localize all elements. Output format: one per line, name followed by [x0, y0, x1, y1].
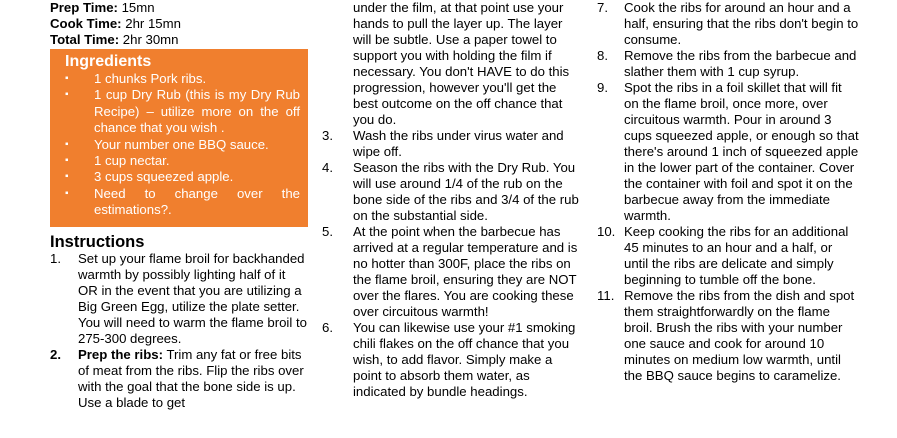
step-7: [597, 0, 859, 48]
step-text: Set up your flame broil for backhanded warmth by possibly lighting half of it OR in the event that you are utilizing a Big Green Egg, utilize the plate setter. You will need to warm the flame broil to 275-300 degrees.: [78, 250, 307, 346]
instructions-title: Instructions: [50, 232, 145, 251]
step-number: 2.: [50, 346, 61, 362]
ingredient-item: [58, 153, 300, 169]
step-text: You can likewise use your #1 smoking chili flakes on the off chance that you wish, to add flavor. Simply make a point to absorb them water, as indicated by bundle headings.: [353, 320, 576, 399]
total-time-label: Total Time:: [50, 32, 120, 47]
step-10: [597, 224, 859, 288]
step-3: [322, 128, 580, 160]
instructions-list: [50, 251, 308, 411]
step-text: Trim any fat or free bits of meat from the ribs. Flip the ribs over with the goal that the bone side is up. Use a blade to get: [78, 346, 304, 410]
ingredient-text: 3 cups squeezed apple.: [94, 169, 234, 185]
instructions-list-end: [597, 0, 859, 384]
step-text: Season the ribs with the Dry Rub. You will use around 1/4 of the rub on the bone side of the ribs and 3/4 of the rub on the substantial side.: [353, 160, 579, 223]
cook-time-value: 2hr 15mn: [121, 16, 181, 31]
instructions-list-cont: [322, 0, 580, 400]
bullet-icon: ▪: [65, 171, 69, 183]
cook-time: [50, 16, 308, 32]
bullet-icon: ▪: [65, 155, 69, 167]
step-number: 3.: [322, 128, 333, 143]
total-time-value: 2hr 30mn: [119, 32, 179, 47]
step-text: Remove the ribs from the barbecue and slather them with 1 cup syrup.: [624, 48, 857, 79]
step-2: [50, 347, 308, 411]
ingredient-item: [58, 169, 300, 185]
step-8: [597, 48, 859, 80]
step-text: Remove the ribs from the dish and spot them straightforwardly on the flame broil. Brush the ribs with your number one sauce and cook for around 10 minutes on medium low warmth, until the BBQ sauce begins to caramelize.: [624, 288, 855, 383]
step-text: Wash the ribs under virus water and wipe off.: [353, 128, 564, 159]
ingredients-title: Ingredients: [65, 53, 152, 70]
bullet-icon: ▪: [65, 187, 69, 199]
bullet-icon: ▪: [65, 73, 69, 84]
prep-time: [50, 0, 308, 16]
ingredients-list: [58, 71, 300, 219]
step-text: At the point when the barbecue has arrived at a regular temperature and is no hotter than 300F, place the ribs on the flame broil, ensuring they are NOT over the flares. You are cooking these over circuitous warmth!: [353, 224, 578, 319]
cook-time-label: Cook Time:: [50, 16, 122, 31]
step-6: [322, 320, 580, 400]
prep-time-label: Prep Time:: [50, 0, 118, 15]
column-left: [50, 0, 308, 411]
step-text: Keep cooking the ribs for an additional 45 minutes to an hour and a half, or until the ribs are delicate and simply beginning to tumble off the bone.: [624, 224, 849, 287]
prep-time-value: 15mn: [117, 0, 155, 15]
step-number: 8.: [597, 48, 608, 63]
step-number: 4.: [322, 160, 333, 175]
step-bold-lead: Prep the ribs:: [78, 346, 164, 362]
ingredient-text: 1 cup Dry Rub (this is my Dry Rub Recipe) – utilize more on the off chance that you wish .: [94, 87, 300, 136]
step-number: 9.: [597, 80, 608, 95]
column-middle: [322, 0, 580, 400]
step-5: [322, 224, 580, 320]
step-number: 6.: [322, 320, 333, 335]
ingredient-item: [58, 71, 300, 87]
ingredient-text: Need to change over the estimations?.: [94, 185, 300, 218]
step-number: 10.: [597, 224, 616, 239]
total-time: [50, 32, 308, 48]
ingredient-item: [58, 186, 300, 219]
step-2-continued: [325, 0, 580, 128]
step-text: under the film, at that point use your hands to pull the layer up. The layer will be subtle. Use a paper towel to support you with holding the film if necessary. You don't HAVE to do this progression, however you'll get the best outcome on the off chance that you do.: [353, 0, 570, 127]
ingredient-text: 1 chunks Pork ribs.: [94, 71, 207, 86]
ingredients-box: [50, 49, 308, 227]
step-text: Cook the ribs for around an hour and a half, ensuring that the ribs don't begin to consume.: [624, 0, 859, 47]
step-4: [322, 160, 580, 224]
bullet-icon: ▪: [65, 89, 69, 101]
ingredient-item: [58, 87, 300, 136]
step-1: [50, 251, 308, 347]
column-right: [597, 0, 859, 384]
ingredient-text: Your number one BBQ sauce.: [94, 136, 269, 152]
step-11: [597, 288, 859, 384]
ingredient-item: [58, 137, 300, 153]
step-number: 1.: [50, 250, 61, 266]
step-number: 11.: [597, 288, 615, 303]
step-9: [597, 80, 859, 224]
bullet-icon: ▪: [65, 138, 69, 150]
ingredient-text: 1 cup nectar.: [94, 153, 170, 169]
step-number: 7.: [597, 0, 608, 15]
step-number: 5.: [322, 224, 333, 239]
step-text: Spot the ribs in a foil skillet that will fit on the flame broil, once more, over circuitous warmth. Pour in around 3 cups squeezed apple, or enough so that there's around 1 inch of squeezed apple in the lower part of the container. Cover the container with foil and spot it on the barbecue away from the immediate warmth.: [624, 80, 859, 223]
